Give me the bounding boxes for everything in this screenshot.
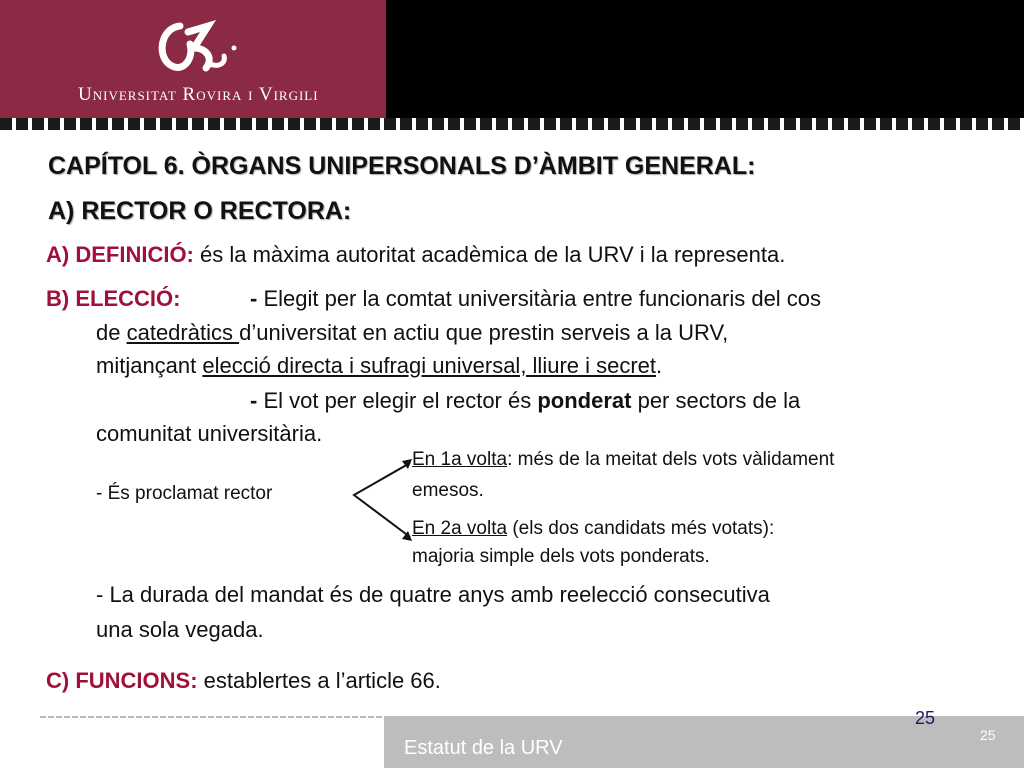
funcions-text: establertes a l’article 66.	[197, 668, 441, 693]
eleccio-p1-c-underlined: elecció directa i sufragi universal, lliure i secret	[202, 353, 657, 378]
definicio-label: A) DEFINICIÓ:	[46, 242, 194, 267]
proclamat-text: - És proclamat rector	[96, 483, 273, 504]
dash-bullet: -	[250, 286, 258, 311]
eleccio-p1-c-post: .	[656, 353, 663, 378]
eleccio-p1-line-c	[96, 353, 662, 379]
dash-bullet: -	[250, 388, 258, 413]
eleccio-p2-line-a	[250, 388, 800, 414]
university-logo-icon	[150, 18, 240, 78]
section-title: A) RECTOR O RECTORA:	[48, 197, 352, 225]
definicio-line	[46, 242, 785, 268]
eleccio-label: B) ELECCIÓ:	[46, 286, 181, 311]
volta2-underlined: En 2a volta	[412, 518, 508, 539]
eleccio-p1-line-b	[96, 320, 728, 346]
eleccio-p1-a: Elegit per la comtat universitària entre funcionaris del cos	[257, 286, 822, 311]
page-number-small: 25	[980, 727, 996, 743]
page-number: 25	[915, 708, 936, 728]
footer-label: Estatut de la URV	[404, 737, 563, 759]
funcions-label: C) FUNCIONS:	[46, 668, 198, 693]
volta1-line-b: emesos.	[412, 480, 484, 501]
definicio-text: és la màxima autoritat acadèmica de la URV i la representa.	[193, 242, 786, 267]
header-divider	[0, 118, 1024, 130]
volta2-a: (els dos candidats més votats):	[507, 518, 775, 539]
footer-divider	[40, 716, 400, 718]
durada-line-a: - La durada del mandat és de quatre anys amb reelecció consecutiva	[96, 582, 770, 607]
eleccio-p2-b: per sectors de la	[631, 388, 801, 413]
volta1-a: : més de la meitat dels vots vàlidament	[507, 449, 835, 470]
eleccio-p1-line-a	[250, 286, 821, 312]
eleccio-p2-line-c: comunitat universitària.	[96, 421, 323, 446]
header-dark-panel	[386, 0, 1024, 120]
eleccio-p1-c-pre: mitjançant	[96, 353, 203, 378]
eleccio-p1-b-pre: de	[96, 320, 127, 345]
eleccio-p1-b-underlined: catedràtics	[126, 320, 240, 345]
eleccio-p1-b-post: d’universitat en actiu que prestin serveis a la URV,	[239, 320, 729, 345]
eleccio-p2-bold: ponderat	[537, 388, 632, 413]
eleccio-p2-a: El vot per elegir el rector és	[257, 388, 538, 413]
university-name: Universitat Rovira i Virgili	[78, 84, 319, 105]
volta1-underlined: En 1a volta	[412, 449, 508, 470]
funcions-line	[46, 668, 441, 694]
volta1-line-a	[412, 449, 834, 471]
durada-line-b: una sola vegada.	[96, 617, 264, 642]
volta2-line-b: majoria simple dels vots ponderats.	[412, 546, 710, 567]
chapter-title: CAPÍTOL 6. ÒRGANS UNIPERSONALS D’ÀMBIT GENERAL:	[48, 152, 756, 180]
volta2-line-a	[412, 518, 774, 540]
eleccio-line-1	[46, 286, 180, 312]
